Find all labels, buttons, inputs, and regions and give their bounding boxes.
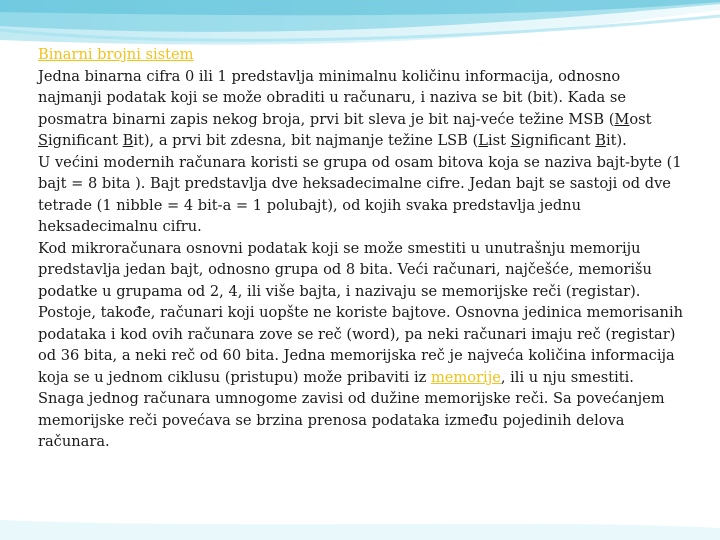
paragraph-3-text: Kod mikroračunara osnovni podatak koji se može smestiti u unutrašnju memoriju predstavlja jedan bajt, odnosno grupa od 8 bita. Veći računari, najčešće, memorišu podatke u grupama od 2, 4, ili više bajta, i nazivaju se memorijske reči (registar). Postoje, takođe, računari koji uopšte ne koriste bajtove. Osnovna jedinica memorisanih podataka i kod ovih računara zove se reč (word), pa neki računari imaju reč (registar) od 36 bita, a neki reč od 60 bita. Jedna memorijska reč je najveća količina informacija koja se u jednom ciklusu (pristupu) može pribaviti iz bbox=[38, 239, 684, 386]
acronym-letter: S bbox=[510, 132, 521, 149]
acronym-letter: S bbox=[38, 132, 48, 149]
paragraph-3-end: , ili u nju smestiti. bbox=[500, 368, 634, 386]
paragraph-1-text: ignificant bbox=[48, 132, 123, 149]
paragraph-1-text: ost bbox=[629, 110, 652, 128]
acronym-letter: B bbox=[122, 132, 134, 149]
acronym-letter: B bbox=[595, 132, 606, 149]
document-title[interactable]: Binarni brojni sistem bbox=[38, 46, 194, 63]
document-body bbox=[38, 44, 688, 453]
paragraph-1-text: Jedna binarna cifra 0 ili 1 predstavlja minimalnu količinu informacija, odnosno najmanji podatak koji se može obraditi u računaru, i naziva se bit (bit). Kada se posmatra binarni zapis nekog broja, prvi bit sleva je bit naj-veće težine MSB ( bbox=[38, 67, 627, 128]
memorije-link[interactable]: memorije bbox=[430, 368, 501, 386]
acronym-letter: M bbox=[614, 110, 630, 128]
paragraph-1-text: it), a prvi bit zdesna, bit najmanje težine LSB ( bbox=[133, 132, 479, 149]
paragraph-1 bbox=[38, 66, 688, 152]
paragraph-3 bbox=[38, 238, 688, 389]
paragraph-1-text: it). bbox=[605, 132, 627, 149]
paragraph-4: Snaga jednog računara umnogome zavisi od dužine memorijske reči. Sa povećanjem memorijske reči povećava se brzina prenosa podataka između pojedinih delova računara. bbox=[38, 390, 665, 450]
paragraph-1-text: ignificant bbox=[520, 132, 596, 149]
paragraph-1-text: ist bbox=[487, 132, 511, 149]
acronym-letter: L bbox=[478, 132, 488, 149]
paragraph-2: U većini modernih računara koristi se grupa od osam bitova koja se naziva bajt-byte (1 bajt = 8 bita ). Bajt predstavlja dve heksadecimalne cifre. Jedan bajt se sastoji od dve tetrade (1 nibble = 4 bit-a = 1 polubajt), od kojih svaka predstavlja jednu heksadecimalnu cifru. bbox=[38, 153, 682, 235]
